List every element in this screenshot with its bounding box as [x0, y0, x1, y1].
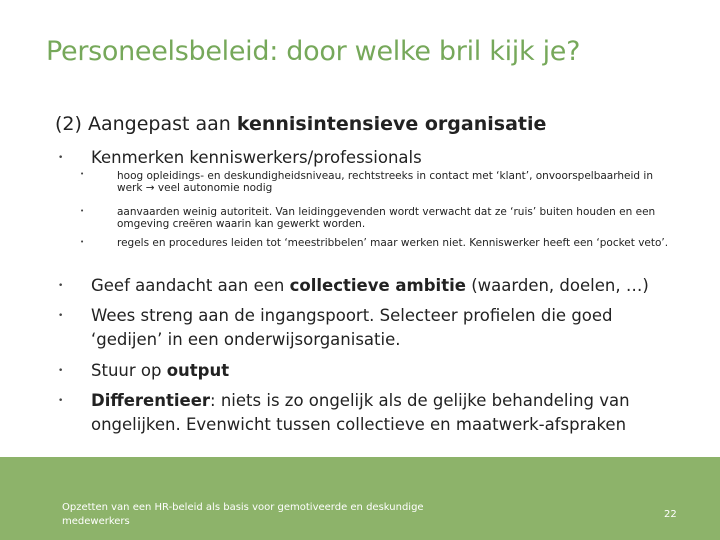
- slide-title: Personeelsbeleid: door welke bril kijk je?: [46, 36, 581, 67]
- subtitle-bold: kennisintensieve organisatie: [236, 113, 547, 135]
- sub-bullet-1: •: [80, 170, 85, 178]
- output-bold: output: [166, 361, 230, 380]
- footer-bar: [0, 457, 720, 540]
- differentieer-post: : niets is zo ongelijk als de gelijke behandeling van ongelijken. Evenwicht tussen collectieve en maatwerk-afspraken: [91, 391, 630, 434]
- bullet-output: •: [58, 366, 64, 376]
- kenmerken-heading: Kenmerken kenniswerkers/professionals: [91, 148, 422, 167]
- bullet-differentieer-text: [91, 389, 671, 437]
- bullet-ingangspoort-text: Wees streng aan de ingangspoort. Selecteer profielen die goed ‘gedijen’ in een onderwijsorganisatie.: [91, 306, 613, 349]
- sub-item-1: hoog opleidings- en deskundigheidsniveau, rechtstreeks in contact met ‘klant’, onvoorspelbaarheid in werk → veel autonomie nodig: [117, 170, 653, 194]
- ambitie-post: (waarden, doelen, …): [465, 276, 649, 295]
- footer-text: Opzetten van een HR-beleid als basis voor gemotiveerde en deskundige medewerkers: [62, 502, 424, 527]
- sub-bullet-3: •: [80, 238, 85, 246]
- sub-item-3: regels en procedures leiden tot ‘meestribbelen’ maar werken niet. Kenniswerker heeft een ‘pocket veto’.: [117, 237, 669, 249]
- bullet-output-text: [91, 359, 691, 383]
- bullet-ambitie: •: [58, 281, 64, 291]
- ambitie-pre: Geef aandacht aan een: [91, 276, 290, 295]
- bullet-ingangspoort: •: [58, 311, 64, 321]
- output-pre: Stuur op: [91, 361, 167, 380]
- ambitie-bold: collectieve ambitie: [289, 276, 466, 295]
- sub-bullet-2: •: [80, 207, 85, 215]
- subtitle-prefix: (2) Aangepast aan: [55, 113, 237, 135]
- slide-subtitle: [55, 113, 546, 135]
- bullet-kenmerken: •: [58, 153, 64, 163]
- page-number: 22: [664, 509, 677, 520]
- bullet-differentieer: •: [58, 396, 64, 406]
- sub-item-2: aanvaarden weinig autoriteit. Van leidinggevenden wordt verwacht dat ze ‘ruis’ buiten houden en een omgeving creëren waarin kan gewerkt worden.: [117, 206, 656, 230]
- differentieer-bold: Differentieer: [91, 391, 211, 410]
- bullet-ambitie-text: [91, 274, 691, 298]
